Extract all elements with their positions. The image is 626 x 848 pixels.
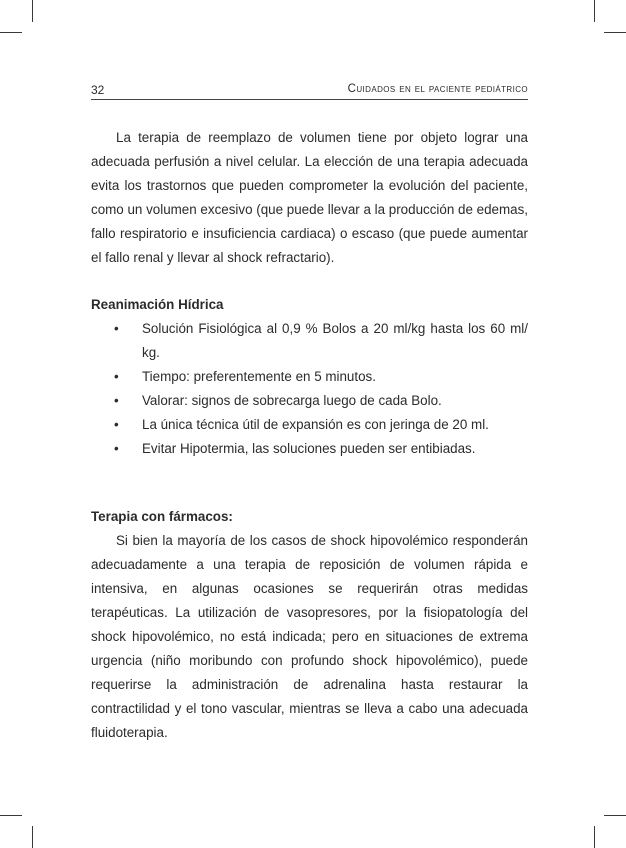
bullet-icon: • <box>114 393 119 408</box>
crop-mark-top-right-h <box>604 32 626 33</box>
farmacos-paragraph: Si bien la mayoría de los casos de shock hipovolémico responderán adecuadamente a una terapia de reposición de volumen rápida e intensiva, en algunas ocasiones se requerirán otras medidas terapéuticas. La utilización de vasopresores, por la fisiopatología del shock hipovolémico, no está indicada; pero en situaciones de extrema urgencia (niño moribundo con profundo shock hipovolémico), puede requerirse la administración de adrenalina hasta restaurar la contractilidad y el tono vascular, mientras se lleva a cabo una adecuada fluidoterapia. <box>91 533 528 740</box>
page-header <box>91 83 528 100</box>
page-number: 32 <box>91 83 105 97</box>
list-item <box>91 413 528 437</box>
crop-mark-bottom-right <box>594 826 595 848</box>
list-item <box>91 389 528 413</box>
bullet-icon: • <box>114 441 119 456</box>
list-item <box>91 365 528 389</box>
crop-mark-top-left <box>32 0 33 22</box>
list-item-text: Evitar Hipotermia, las soluciones pueden ser entibiadas. <box>142 441 476 456</box>
crop-mark-bottom-right-h <box>604 815 626 816</box>
bullet-icon: • <box>114 417 119 432</box>
reanimacion-section <box>91 293 528 461</box>
reanimacion-list <box>91 317 528 461</box>
crop-mark-top-left-h <box>0 32 22 33</box>
farmacos-section <box>91 505 528 745</box>
bullet-icon: • <box>114 369 119 384</box>
crop-mark-bottom-left-h <box>0 815 22 816</box>
list-item-text: Tiempo: preferentemente en 5 minutos. <box>142 369 376 384</box>
list-item <box>91 317 528 365</box>
bullet-icon: • <box>114 321 119 336</box>
intro-paragraph: La terapia de reemplazo de volumen tiene por objeto lograr una adecuada perfusión a nivel celular. La elección de una terapia adecuada evita los trastornos que pueden comprometer la evolución del paciente, como un volumen excesivo (que puede llevar a la producción de edemas, fallo respiratorio e insuficiencia cardiaca) o escaso (que puede aumentar el fallo renal y llevar al shock refractario). <box>91 130 528 265</box>
list-item-text: La única técnica útil de expansión es con jeringa de 20 ml. <box>142 417 489 432</box>
running-title: Cuidados en el paciente pediátrico <box>347 83 528 95</box>
farmacos-heading: Terapia con fármacos: <box>91 509 233 524</box>
list-item-text: Valorar: signos de sobrecarga luego de cada Bolo. <box>142 393 442 408</box>
list-item-text: Solución Fisiológica al 0,9 % Bolos a 20 ml/kg hasta los 60 ml/ kg. <box>142 321 528 360</box>
list-item <box>91 437 528 461</box>
reanimacion-heading: Reanimación Hídrica <box>91 297 224 312</box>
intro-section <box>91 126 528 270</box>
crop-mark-top-right <box>594 0 595 22</box>
crop-mark-bottom-left <box>32 826 33 848</box>
